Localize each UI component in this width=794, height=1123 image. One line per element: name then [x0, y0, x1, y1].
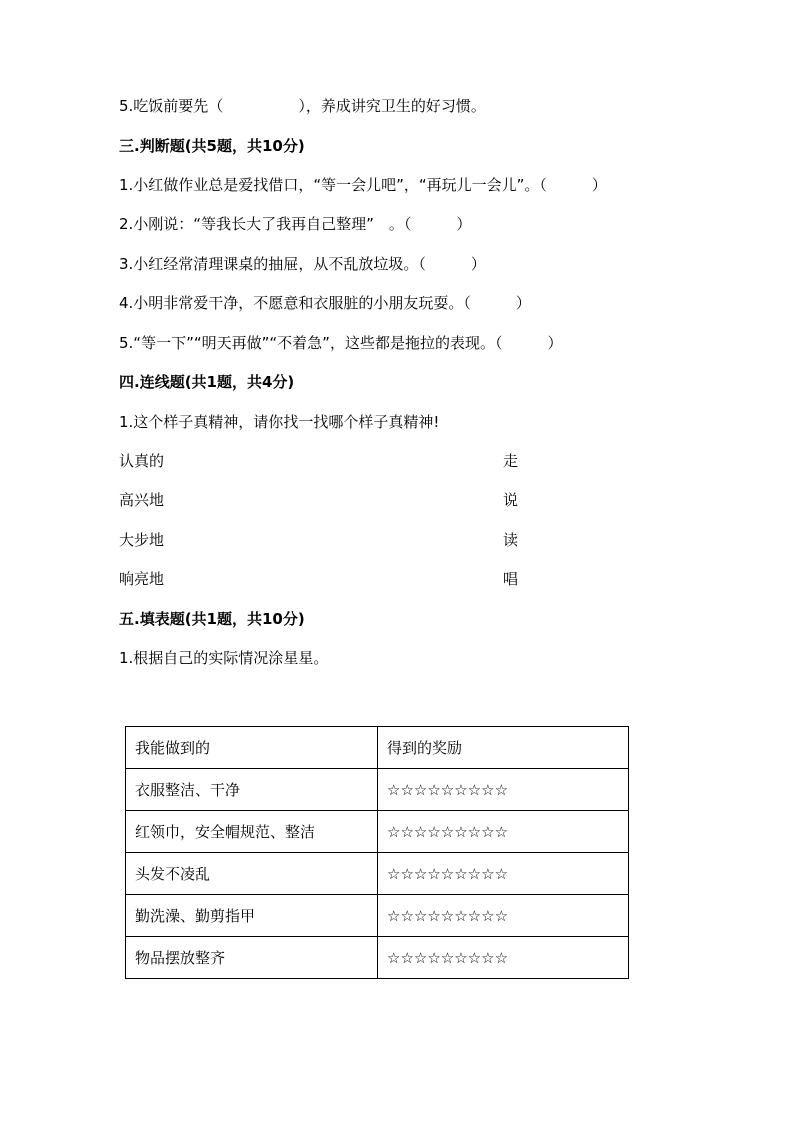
table-row — [126, 895, 629, 937]
table-cell-behavior: 头发不凌乱 — [126, 853, 378, 895]
table-cell-behavior: 物品摆放整齐 — [126, 937, 378, 979]
table-cell-stars[interactable]: ☆☆☆☆☆☆☆☆☆ — [378, 811, 629, 853]
true-false-question-3: 3.小红经常清理课桌的抽屉，从不乱放垃圾。（ ） — [119, 255, 486, 273]
matching-right-item: 唱 — [503, 570, 519, 588]
matching-question-1: 1.这个样子真精神，请你找一找哪个样子真精神! — [119, 413, 440, 431]
table-cell-behavior: 红领巾，安全帽规范、整洁 — [126, 811, 378, 853]
table-cell-stars[interactable]: ☆☆☆☆☆☆☆☆☆ — [378, 937, 629, 979]
fill-blank-question-5: 5.吃饭前要先（ ），养成讲究卫生的好习惯。 — [119, 97, 486, 115]
section-4-heading: 四.连线题(共1题，共4分) — [119, 373, 295, 391]
table-row — [126, 937, 629, 979]
section-5-heading: 五.填表题(共1题，共10分) — [119, 610, 305, 628]
table-header-cell: 我能做到的 — [126, 727, 378, 769]
table-cell-stars[interactable]: ☆☆☆☆☆☆☆☆☆ — [378, 895, 629, 937]
table-row — [126, 769, 629, 811]
fill-table-question-1: 1.根据自己的实际情况涂星星。 — [119, 649, 329, 667]
star-rating-table — [125, 726, 629, 979]
matching-left-item: 大步地 — [119, 531, 165, 549]
table-cell-behavior: 衣服整洁、干净 — [126, 769, 378, 811]
matching-right-item: 读 — [503, 531, 519, 549]
matching-left-item: 认真的 — [119, 452, 165, 470]
matching-right-item: 说 — [503, 491, 519, 509]
matching-right-item: 走 — [503, 452, 519, 470]
matching-left-item: 响亮地 — [119, 570, 165, 588]
true-false-question-1: 1.小红做作业总是爱找借口，“等一会儿吧”，“再玩儿一会儿”。（ ） — [119, 176, 607, 194]
table-row — [126, 811, 629, 853]
true-false-question-5: 5.“等一下”“明天再做”“不着急”，这些都是拖拉的表现。（ ） — [119, 334, 563, 352]
table-cell-behavior: 勤洗澡、勤剪指甲 — [126, 895, 378, 937]
table-header-row — [126, 727, 629, 769]
table-cell-stars[interactable]: ☆☆☆☆☆☆☆☆☆ — [378, 853, 629, 895]
matching-left-item: 高兴地 — [119, 491, 165, 509]
true-false-question-2: 2.小刚说：“等我长大了我再自己整理” 。（ ） — [119, 215, 472, 233]
table-row — [126, 853, 629, 895]
table-header-cell: 得到的奖励 — [378, 727, 629, 769]
section-3-heading: 三.判断题(共5题，共10分) — [119, 137, 305, 155]
table-cell-stars[interactable]: ☆☆☆☆☆☆☆☆☆ — [378, 769, 629, 811]
true-false-question-4: 4.小明非常爱干净，不愿意和衣服脏的小朋友玩耍。（ ） — [119, 294, 531, 312]
